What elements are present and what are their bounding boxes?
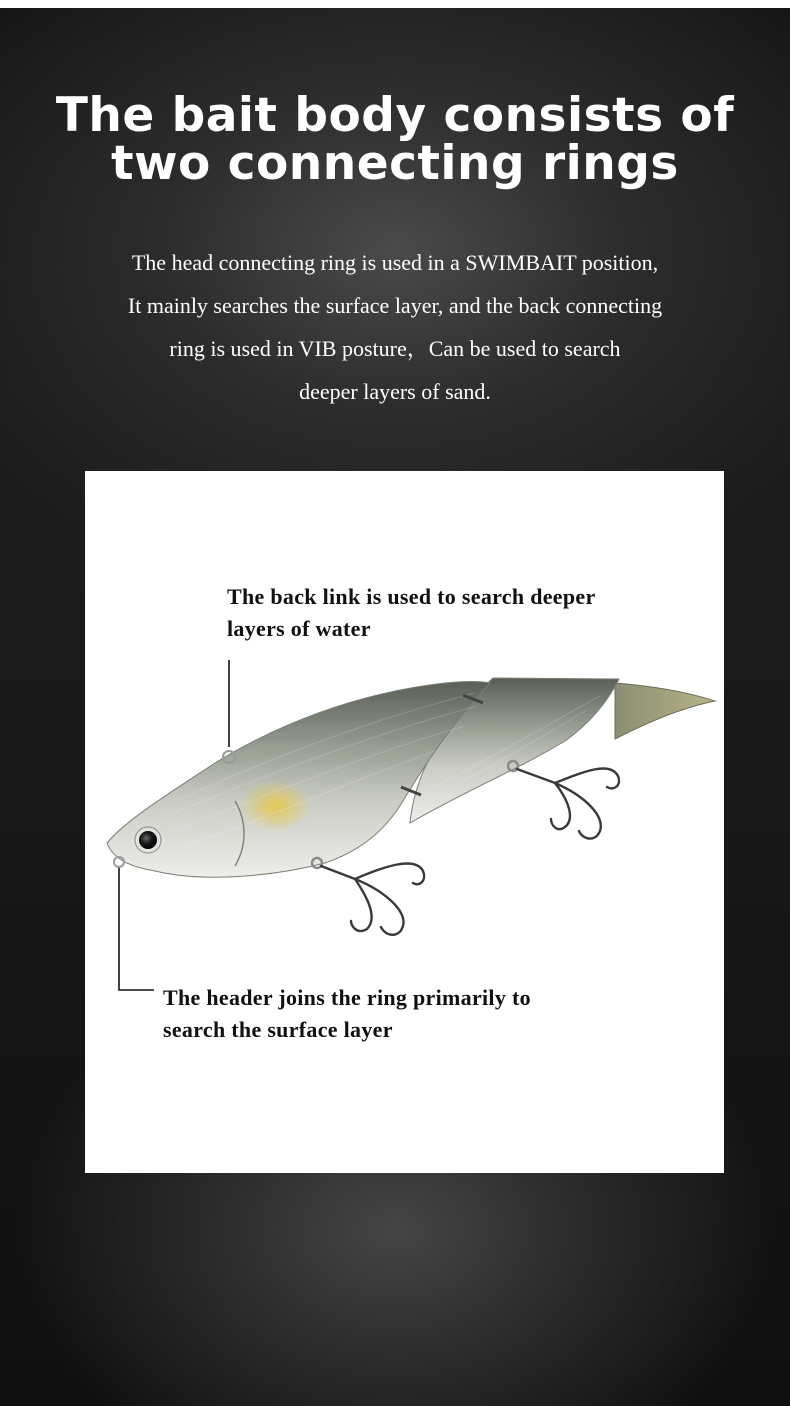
description-line-2: It mainly searches the surface layer, and the back connecting (127, 293, 663, 318)
description-line-4: deeper layers of sand. (299, 379, 491, 404)
headline (0, 88, 790, 191)
back-link-annotation-line-2: layers of water (227, 616, 371, 641)
back-link-annotation-line-1: The back link is used to search deeper (227, 584, 596, 609)
lure-illustration (85, 471, 724, 1173)
front-treble-hook-icon (312, 858, 424, 935)
header-ring-annotation (163, 982, 623, 1046)
yellow-lateral-spot (239, 780, 311, 832)
tail-fin (615, 683, 715, 739)
lure-body-group (107, 678, 715, 877)
header-ring-annotation-line-2: search the surface layer (163, 1017, 393, 1042)
header-ring-annotation-line-1: The header joins the ring primarily to (163, 985, 531, 1010)
eye-icon (139, 831, 157, 849)
headline-line-1: The bait body consists of (55, 88, 735, 143)
description (60, 241, 730, 413)
headline-line-2: two connecting rings (111, 136, 679, 191)
lure-diagram-panel (85, 471, 724, 1173)
header-ring-leader-line (119, 867, 154, 990)
description-line-1: The head connecting ring is used in a SWIMBAIT position, (131, 250, 659, 275)
rear-treble-hook-icon (508, 761, 619, 839)
top-border (0, 0, 790, 8)
description-line-3: ring is used in VIB posture，Can be used to search (169, 336, 621, 361)
